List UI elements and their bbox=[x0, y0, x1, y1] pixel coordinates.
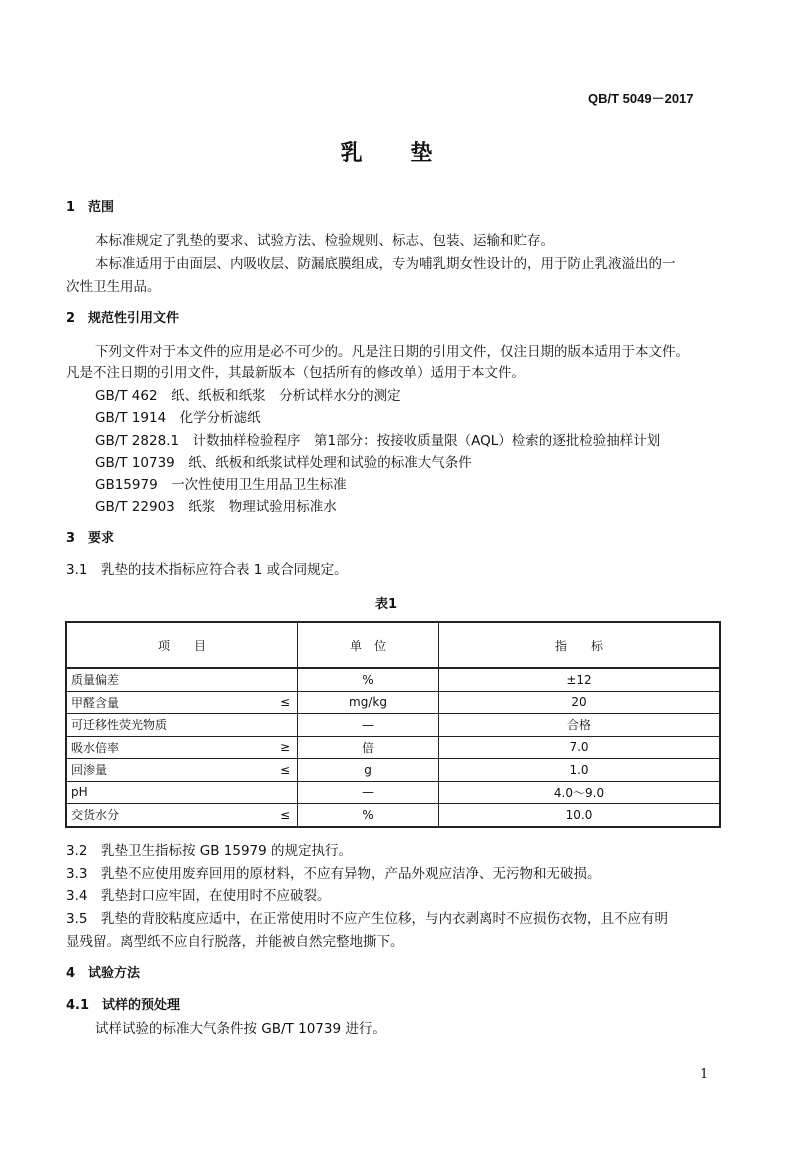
clause-4-1-text: 试样试验的标准大气条件按 GB/T 10739 进行。 bbox=[95, 1021, 386, 1037]
header-unit: 单 位 bbox=[298, 622, 439, 668]
row-unit: — bbox=[298, 781, 439, 804]
reference-item: GB/T 462 纸、纸板和纸浆 分析试样水分的测定 bbox=[95, 388, 401, 404]
row-item: 甲醛含量 bbox=[66, 691, 273, 714]
reference-item: GB/T 10739 纸、纸板和纸浆试样处理和试验的标准大气条件 bbox=[95, 455, 472, 471]
row-symbol: ≤ bbox=[273, 759, 298, 782]
specification-table bbox=[65, 621, 721, 828]
page-number: 1 bbox=[700, 1067, 709, 1082]
row-item: pH bbox=[66, 781, 273, 804]
row-symbol: ≤ bbox=[273, 804, 298, 827]
row-symbol bbox=[273, 781, 298, 804]
header-item: 项 目 bbox=[66, 622, 298, 668]
section-1-para-1: 本标准规定了乳垫的要求、试验方法、检验规则、标志、包装、运输和贮存。 bbox=[95, 233, 554, 249]
header-value: 指 标 bbox=[439, 622, 721, 668]
reference-item: GB/T 22903 纸浆 物理试验用标准水 bbox=[95, 499, 337, 515]
row-value: 4.0～9.0 bbox=[439, 781, 721, 804]
row-unit: g bbox=[298, 759, 439, 782]
row-unit: % bbox=[298, 804, 439, 827]
section-2-heading: 2 规范性引用文件 bbox=[66, 311, 180, 326]
reference-item: GB15979 一次性使用卫生用品卫生标准 bbox=[95, 477, 347, 493]
section-1-para-2-line-2: 次性卫生用品。 bbox=[66, 279, 161, 295]
table-row bbox=[66, 759, 720, 782]
clause-4-1-heading: 4.1 试样的预处理 bbox=[66, 998, 181, 1013]
section-3-heading: 3 要求 bbox=[66, 531, 115, 546]
table-row bbox=[66, 691, 720, 714]
row-item: 交货水分 bbox=[66, 804, 273, 827]
section-1-heading: 1 范围 bbox=[66, 200, 115, 215]
reference-item: GB/T 1914 化学分析滤纸 bbox=[95, 410, 261, 426]
section-4-heading: 4 试验方法 bbox=[66, 966, 141, 981]
table-row bbox=[66, 668, 720, 691]
row-symbol: ≥ bbox=[273, 736, 298, 759]
section-2-para-line-1: 下列文件对于本文件的应用是必不可少的。凡是注日期的引用文件，仅注日期的版本适用于本文件。 bbox=[95, 344, 689, 360]
section-1-para-2-line-1: 本标准适用于由面层、内吸收层、防漏底膜组成，专为哺乳期女性设计的，用于防止乳液溢出的一 bbox=[95, 256, 676, 272]
row-item: 质量偏差 bbox=[66, 668, 273, 691]
section-2-para-line-2: 凡是不注日期的引用文件，其最新版本（包括所有的修改单）适用于本文件。 bbox=[66, 365, 525, 381]
row-value: 10.0 bbox=[439, 804, 721, 827]
table-row bbox=[66, 736, 720, 759]
clause-3-5-line-1: 3.5 乳垫的背胶粘度应适中，在正常使用时不应产生位移，与内衣剥离时不应损伤衣物，且不应有明 bbox=[66, 911, 668, 927]
row-unit: mg/kg bbox=[298, 691, 439, 714]
reference-item: GB/T 2828.1 计数抽样检验程序 第1部分：按接收质量限（AQL）检索的逐批检验抽样计划 bbox=[95, 433, 661, 449]
row-value: 合格 bbox=[439, 714, 721, 737]
row-item: 可迁移性荧光物质 bbox=[66, 714, 273, 737]
clause-3-4: 3.4 乳垫封口应牢固，在使用时不应破裂。 bbox=[66, 888, 331, 904]
row-unit: 倍 bbox=[298, 736, 439, 759]
table-row bbox=[66, 714, 720, 737]
row-unit: % bbox=[298, 668, 439, 691]
standard-number: QB/T 5049－2017 bbox=[588, 91, 694, 106]
clause-3-1: 3.1 乳垫的技术指标应符合表 1 或合同规定。 bbox=[66, 562, 348, 578]
row-item: 吸水倍率 bbox=[66, 736, 273, 759]
row-value: 20 bbox=[439, 691, 721, 714]
row-value: 1.0 bbox=[439, 759, 721, 782]
row-symbol: ≤ bbox=[273, 691, 298, 714]
table-caption: 表1 bbox=[375, 597, 398, 612]
row-value: 7.0 bbox=[439, 736, 721, 759]
clause-3-2: 3.2 乳垫卫生指标按 GB 15979 的规定执行。 bbox=[66, 843, 353, 859]
table-row bbox=[66, 781, 720, 804]
document-title: 乳 垫 bbox=[340, 141, 453, 166]
row-value: ±12 bbox=[439, 668, 721, 691]
table-row bbox=[66, 804, 720, 827]
clause-3-3: 3.3 乳垫不应使用废弃回用的原材料，不应有异物，产品外观应洁净、无污物和无破损。 bbox=[66, 866, 601, 882]
clause-3-5-line-2: 显残留。离型纸不应自行脱落，并能被自然完整地撕下。 bbox=[66, 934, 404, 950]
row-item: 回渗量 bbox=[66, 759, 273, 782]
row-unit: — bbox=[298, 714, 439, 737]
row-symbol bbox=[273, 714, 298, 737]
row-symbol bbox=[273, 668, 298, 691]
